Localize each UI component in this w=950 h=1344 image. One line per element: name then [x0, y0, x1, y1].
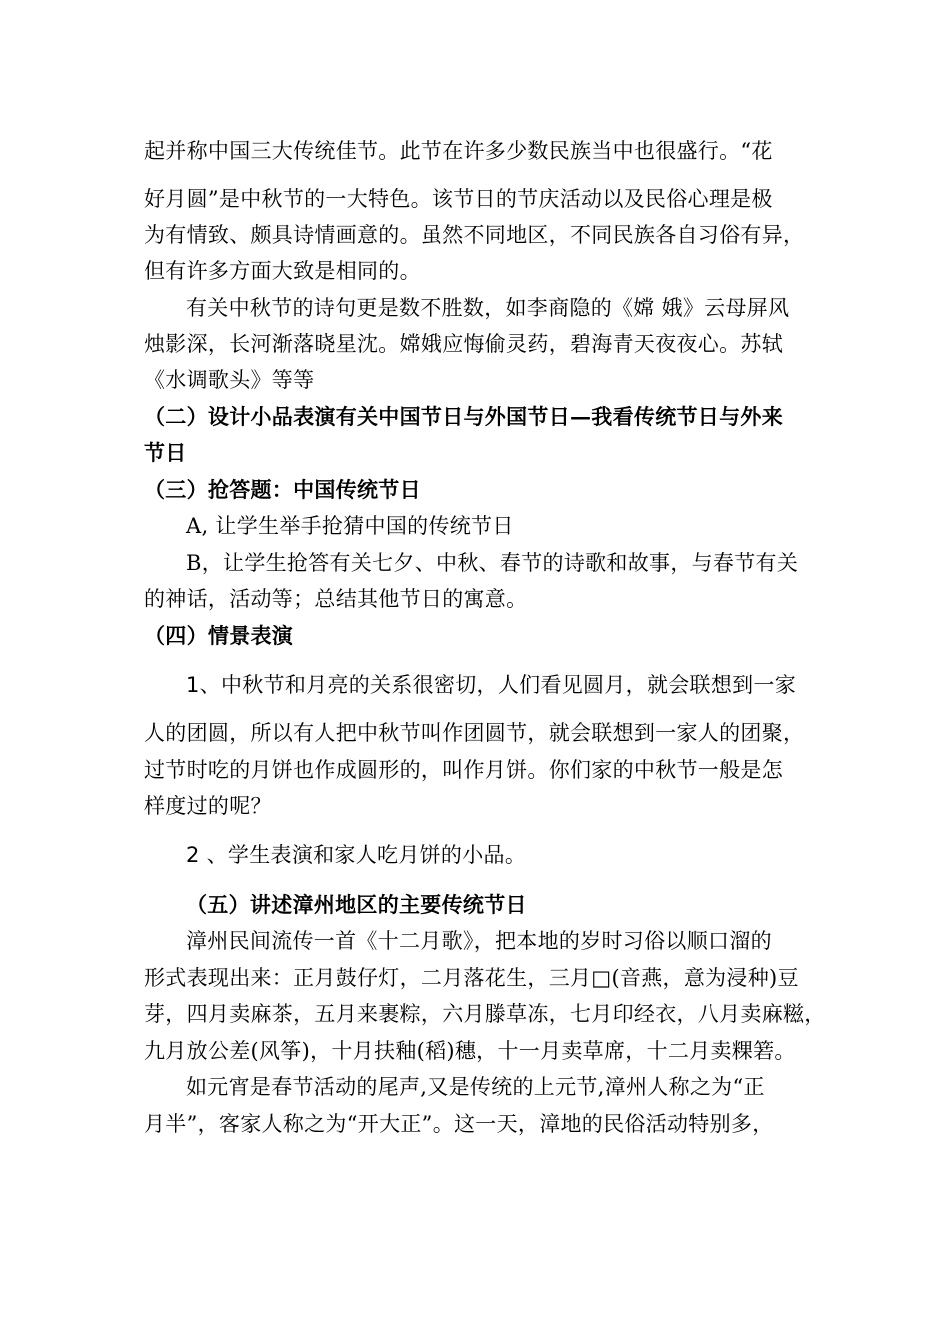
- text-line: 有关中秋节的诗句更是数不胜数，如李商隐的《嫦 娥》云母屏风: [186, 296, 790, 320]
- list-item: 1、中秋节和月亮的关系很密切，人们看见圆月，就会联想到一家: [186, 673, 797, 697]
- list-item: B，让学生抢答有关七夕、中秋、春节的诗歌和故事，与春节有关: [186, 551, 799, 575]
- text-line: 月半”，客家人称之为“开大正”。这一天，漳地的民俗活动特别多，: [144, 1112, 774, 1136]
- text-line: 芽，四月卖麻茶，五月来裹粽，六月滕草冻，七月印经衣，八月卖麻糍，: [144, 1002, 826, 1026]
- text-line: 的神话，活动等；总结其他节日的寓意。: [144, 587, 528, 611]
- text-line: 好月圆”是中秋节的一大特色。该节日的节庆活动以及民俗心理是极: [144, 187, 773, 211]
- text-line: 起并称中国三大传统佳节。此节在许多少数民族当中也很盛行。“花: [144, 139, 773, 163]
- section-heading: （四）情景表演: [144, 623, 294, 648]
- section-heading: （二）设计小品表演有关中国节日与外国节日—我看传统节日与外来: [144, 404, 783, 429]
- text-line: 为有情致、颇具诗情画意的。虽然不同地区，不同民族各自习俗有异，: [144, 223, 805, 247]
- text-line: 如元宵是春节活动的尾声,又是传统的上元节,漳州人称之为“正: [186, 1075, 765, 1099]
- text-line: 《水调歌头》等等: [144, 368, 315, 392]
- section-heading: 节日: [144, 440, 187, 465]
- list-item: A, 让学生举手抢猜中国的传统节日: [186, 514, 514, 538]
- text-line: 烛影深，长河渐落晓星沈。嫦娥应悔偷灵药，碧海青天夜夜心。苏轼: [144, 332, 783, 356]
- section-heading: （三）抢答题：中国传统节日: [144, 477, 421, 502]
- text-line: 九月放公差(风筝)，十月扶釉(稻)穗，十一月卖草席，十二月卖粿箬。: [144, 1039, 796, 1063]
- text-line: 样度过的呢？: [144, 794, 272, 818]
- text-line: 但有许多方面大致是相同的。: [144, 259, 421, 283]
- list-item: 2 、学生表演和家人吃月饼的小品。: [186, 843, 527, 867]
- text-line: 过节时吃的月饼也作成圆形的，叫作月饼。你们家的中秋节一般是怎: [144, 758, 783, 782]
- text-line: 人的团圆，所以有人把中秋节叫作团圆节，就会联想到一家人的团聚，: [144, 721, 805, 745]
- section-heading: （五）讲述漳州地区的主要传统节日: [186, 892, 527, 917]
- text-line: 形式表现出来：正月鼓仔灯，二月落花生，三月□(音燕，意为浸种)豆: [144, 966, 799, 990]
- text-line: 漳州民间流传一首《十二月歌》，把本地的岁时习俗以顺口溜的: [186, 929, 772, 953]
